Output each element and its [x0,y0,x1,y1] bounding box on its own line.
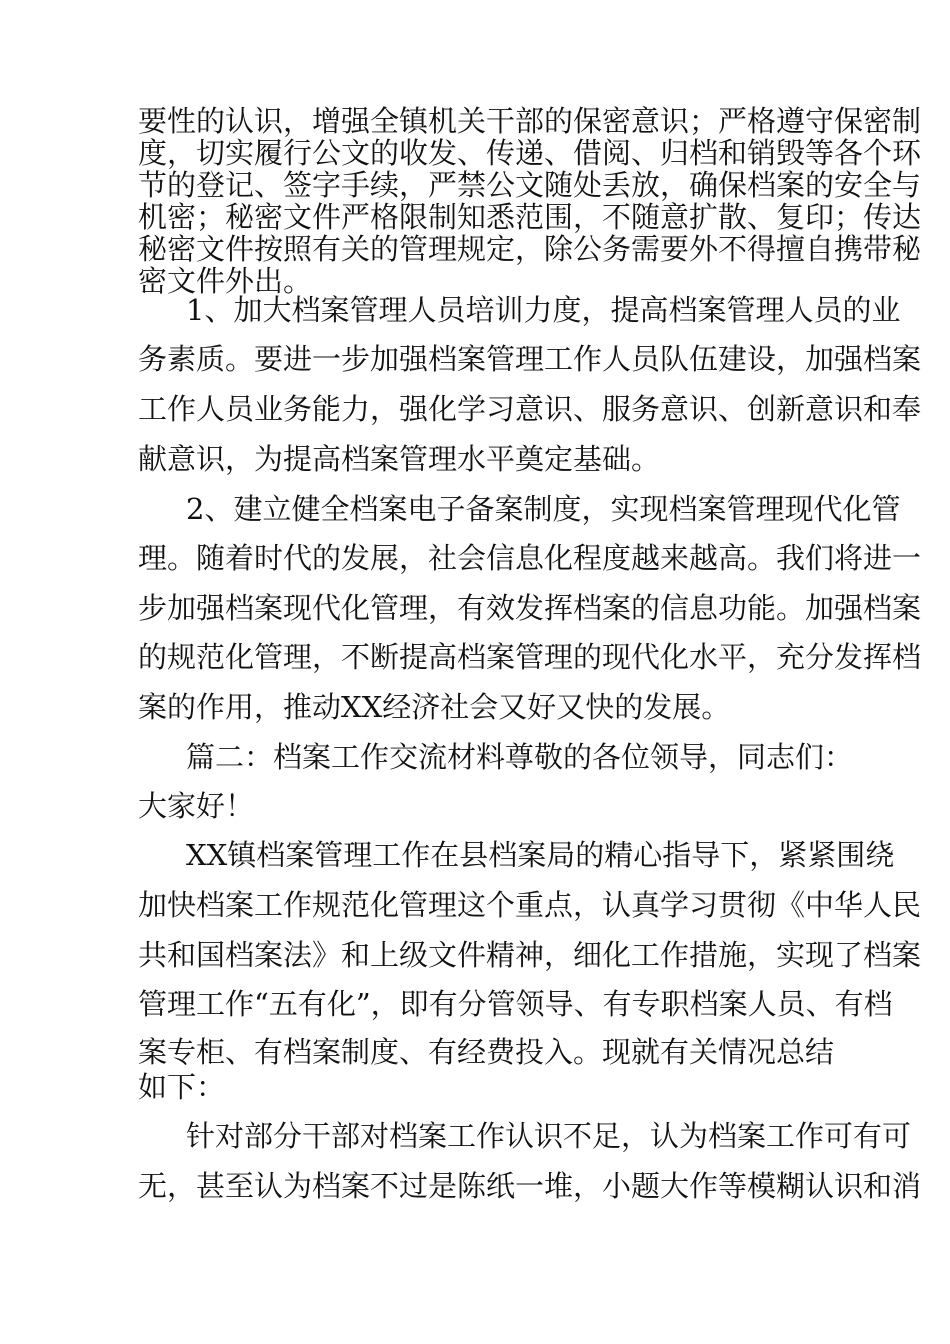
text-line: 共和国档案法》和上级文件精神，细化工作措施，实现了档案 [138,938,922,972]
text-line: 如下： [138,1070,226,1104]
text-line: 管理工作“五有化”，即有分管领导、有专职档案人员、有档 [138,987,893,1021]
text-line: 献意识，为提高档案管理水平奠定基础。 [138,442,661,476]
text-line: 案专柜、有档案制度、有经费投入。现就有关情况总结 [138,1035,835,1069]
text-line: 加快档案工作规范化管理这个重点，认真学习贯彻《中华人民 [138,888,922,922]
text-line: 理。随着时代的发展，社会信息化程度越来越高。我们将进一 [138,541,922,575]
text-line: 工作人员业务能力，强化学习意识、服务意识、创新意识和奉 [138,392,922,426]
text-line: 要性的认识，增强全镇机关干部的保密意识；严格遵守保密制 [138,104,922,138]
greeting: 大家好！ [138,789,255,823]
text-line: 秘密文件按照有关的管理规定，除公务需要外不得擅自携带秘 [138,232,922,266]
text-line: 密文件外出。 [138,264,313,298]
text-line: 无，甚至认为档案不过是陈纸一堆，小题大作等模糊认识和消 [138,1169,922,1203]
text-line: 案的作用，推动XX经济社会又好又快的发展。 [138,690,731,724]
text-line: 度，切实履行公文的收发、传递、借阅、归档和销毁等各个环 [138,136,922,170]
paragraph-first-line: 针对部分干部对档案工作认识不足，认为档案工作可有可 [186,1119,912,1153]
text-line: 的规范化管理，不断提高档案管理的现代化水平，充分发挥档 [138,640,922,674]
text-line: 节的登记、签字手续，严禁公文随处丢放，确保档案的安全与 [138,168,922,202]
text-line: 机密；秘密文件严格限制知悉范围，不随意扩散、复印；传达 [138,200,922,234]
section-heading: 篇二：档案工作交流材料尊敬的各位领导，同志们： [186,740,854,774]
text-line: 步加强档案现代化管理，有效发挥档案的信息功能。加强档案 [138,591,922,625]
paragraph-first-line: 1、加大档案管理人员培训力度，提高档案管理人员的业 [186,293,901,327]
paragraph-first-line: 2、建立健全档案电子备案制度，实现档案管理现代化管 [186,492,901,526]
text-line: 务素质。要进一步加强档案管理工作人员队伍建设，加强档案 [138,342,922,376]
paragraph-first-line: XX镇档案管理工作在县档案局的精心指导下，紧紧围绕 [186,838,895,872]
